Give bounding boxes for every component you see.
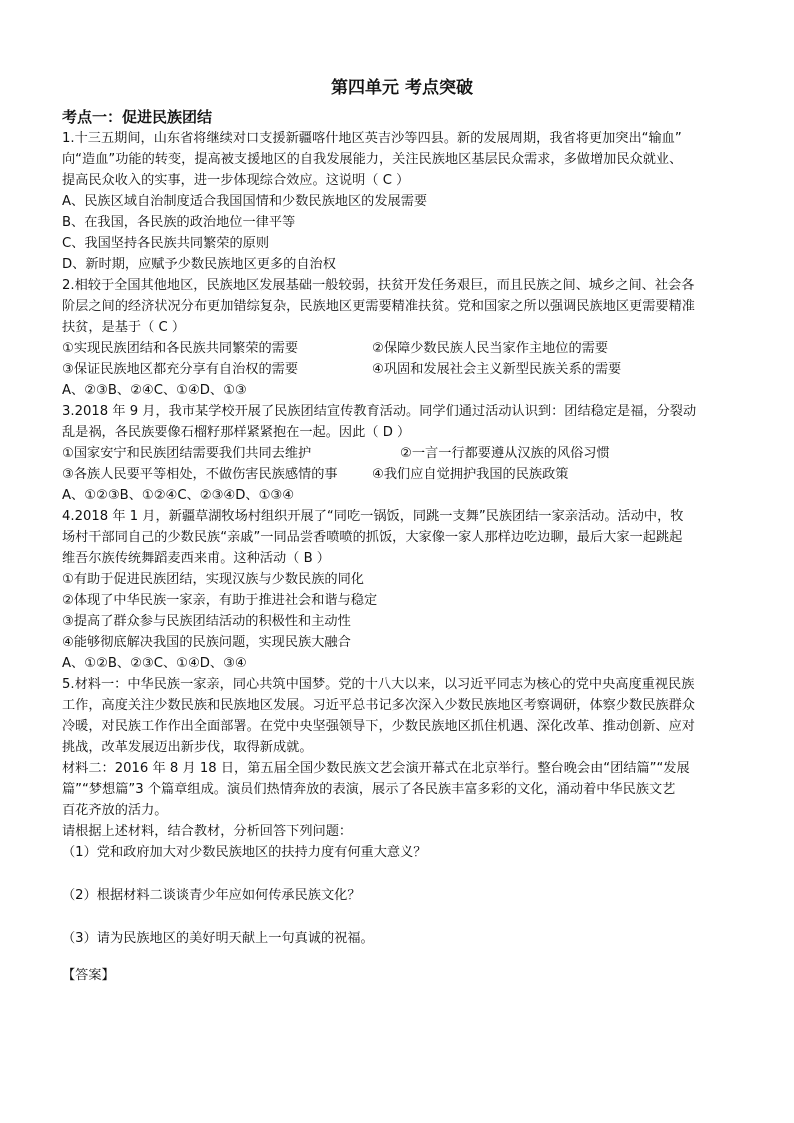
material-two-line: 篇”“梦想篇”3 个篇章组成。演员们热情奔放的表演，展示了各民族丰富多彩的文化，涌动着中华民族文艺	[62, 782, 676, 797]
statement-1: ①实现民族团结和各民族共同繁荣的需要	[62, 341, 299, 356]
option-b: B、在我国，各民族的政治地位一律平等	[62, 215, 296, 230]
statement-2: ②保障少数民族人民当家作主地位的需要	[372, 341, 609, 356]
sub-question-1: （1）党和政府加大对少数民族地区的扶持力度有何重大意义？	[62, 845, 427, 860]
statement-row	[62, 443, 742, 464]
material-one-line: 5.材料一：中华民族一家亲，同心共筑中国梦。党的十八大以来，以习近平同志为核心的党中央高度重视民族	[62, 677, 695, 692]
statement-4: ④能够彻底解决我国的民族问题，实现民族大融合	[62, 635, 351, 650]
question-text-line: 扶贫，是基于（ C ）	[62, 320, 186, 335]
material-two-line: 百花齐放的活力。	[62, 803, 168, 818]
statement-3: ③提高了群众参与民族团结活动的积极性和主动性	[62, 614, 351, 629]
statement-3: ③各族人民要平等相处，不做伤害民族感情的事	[62, 467, 338, 482]
question-text-line: 阶层之间的经济状况分布更加错综复杂，民族地区更需要精准扶贫。党和国家之所以强调民族地区更需要精准	[62, 299, 695, 314]
material-two-line: 材料二：2016 年 8 月 18 日，第五届全国少数民族文艺会演开幕式在北京举行。整台晚会由“团结篇”“发展	[62, 761, 690, 776]
question-5	[62, 674, 742, 949]
answer-options: A、①②③B、①②④C、②③④D、①③④	[62, 488, 295, 503]
statement-1: ①国家安宁和民族团结需要我们共同去维护	[62, 446, 312, 461]
question-4	[62, 506, 742, 674]
statement-1: ①有助于促进民族团结，实现汉族与少数民族的同化	[62, 572, 364, 587]
question-text-line: 乱是祸，各民族要像石榴籽那样紧紧抱在一起。因此（ D ）	[62, 425, 411, 440]
option-d: D、新时期，应赋予少数民族地区更多的自治权	[62, 257, 336, 272]
question-3	[62, 401, 742, 506]
question-prompt: 请根据上述材料，结合教材，分析回答下列问题：	[62, 824, 353, 839]
statement-row	[62, 464, 742, 485]
sub-question-2: （2）根据材料二谈谈青少年应如何传承民族文化？	[62, 888, 361, 903]
question-text-line: 1.十三五期间，山东省将继续对口支援新疆喀什地区英吉沙等四县。新的发展周期，我省将更加突出“输血”	[62, 131, 682, 146]
question-2	[62, 275, 742, 401]
answer-label: 【答案】	[62, 968, 115, 983]
document-page	[62, 76, 742, 986]
section-heading: 考点一：促进民族团结	[62, 108, 213, 126]
statement-row	[62, 359, 742, 380]
question-text-line: 向“造血”功能的转变，提高被支援地区的自我发展能力，关注民族地区基层民众需求，多做增加民众就业、	[62, 152, 683, 167]
option-c: C、我国坚持各民族共同繁荣的原则	[62, 236, 270, 251]
question-1	[62, 128, 742, 275]
answer-options: A、①②B、②③C、①④D、③④	[62, 656, 247, 671]
question-text-line: 2.相较于全国其他地区，民族地区发展基础一般较弱，扶贫开发任务艰巨，而且民族之间、城乡之间、社会各	[62, 278, 695, 293]
statement-4: ④巩固和发展社会主义新型民族关系的需要	[372, 362, 622, 377]
option-a: A、民族区域自治制度适合我国国情和少数民族地区的发展需要	[62, 194, 428, 209]
sub-question-3: （3）请为民族地区的美好明天献上一句真诚的祝福。	[62, 931, 374, 946]
material-one-line: 冷暖，对民族工作作出全面部署。在党中央坚强领导下，少数民族地区抓住机遇、深化改革、推动创新、应对	[62, 719, 695, 734]
answer-options: A、②③B、②④C、①④D、①③	[62, 383, 247, 398]
statement-4: ④我们应自觉拥护我国的民族政策	[372, 467, 569, 482]
question-text-line: 4.2018 年 1 月，新疆草湖牧场村组织开展了“同吃一锅饭，同跳一支舞”民族团结一家亲活动。活动中，牧	[62, 509, 684, 524]
page-title: 第四单元 考点突破	[331, 78, 473, 98]
question-text-line: 维吾尔族传统舞蹈麦西来甫。这种活动（ B ）	[62, 551, 330, 566]
statement-2: ②体现了中华民族一家亲，有助于推进社会和谐与稳定	[62, 593, 378, 608]
material-one-line: 挑战，改革发展迈出新步伐，取得新成就。	[62, 740, 313, 755]
material-one-line: 工作，高度关注少数民族和民族地区发展。习近平总书记多次深入少数民族地区考察调研，体察少数民族群众	[62, 698, 695, 713]
question-text-line: 场村干部同自己的少数民族“亲戚”一同品尝香喷喷的抓饭，大家像一家人那样边吃边聊，最后大家一起跳起	[62, 530, 683, 545]
question-text-line: 3.2018 年 9 月，我市某学校开展了民族团结宣传教育活动。同学们通过活动认识到：团结稳定是福，分裂动	[62, 404, 697, 419]
question-text-line: 提高民众收入的实事，进一步体现综合效应。这说明（ C ）	[62, 173, 410, 188]
statement-3: ③保证民族地区都充分享有自治权的需要	[62, 362, 299, 377]
statement-2: ②一言一行都要遵从汉族的风俗习惯	[400, 446, 610, 461]
statement-row	[62, 338, 742, 359]
